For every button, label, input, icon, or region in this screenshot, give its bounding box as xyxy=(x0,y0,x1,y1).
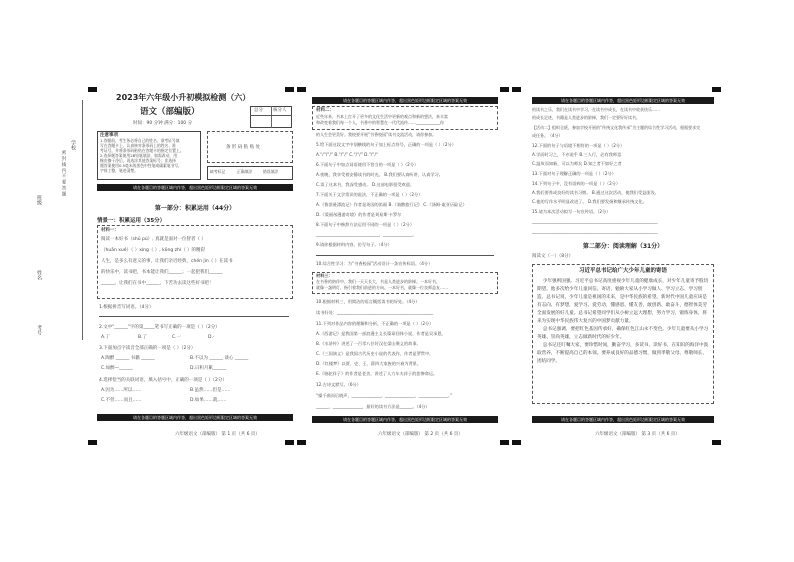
p3-line: 【活动二】组织全班，参加学校开展的“传统文化我传承”为主题的综合性学习活动，根据要求完 xyxy=(532,125,701,130)
p2-line: 读书好处：______________________________________________ xyxy=(316,310,434,315)
answer-area-banner: 请在各题目的答题区域内作答，超出黑色矩形边框限定区域的答案无效 xyxy=(312,97,498,104)
registration-mark xyxy=(712,440,721,445)
p2-line: ______，______________，最好的读书方法是______。（4分） xyxy=(316,404,430,409)
p2-line: A.《鲁滨逊漂流记》作者是英国的笛福 B.《骑鹅旅行记》 C.《汤姆·索亚历险记》 xyxy=(316,202,467,207)
side-label-school: 学校 xyxy=(70,140,76,150)
side-label-id: 考号 xyxy=(36,325,42,335)
question-3: 3.下面加点字读音全部正确的一项是（ ）（2分） xyxy=(99,346,196,351)
question-2: 2.文中"______"字的第_____笔书写正确的一项是（ ）（2分） xyxy=(99,325,220,330)
page-footer: 六年级语文（部编版） 第 2 页（共 6 页） xyxy=(378,432,463,437)
registration-mark xyxy=(88,87,97,92)
p3-line: C.他的写作水平明显改进了。 D.我们要发扬和继承传统文化。 xyxy=(532,199,647,204)
p2-line: 7.下面关于文学常识的说法，不正确的一项是（ ）（2分） xyxy=(316,192,423,197)
p2-line: 和改变着我们每一个人，书香中的智慧在一代代流传……____________你 xyxy=(316,120,444,125)
p3-line: ____________________________________________________________ xyxy=(532,219,658,224)
p2-line: 10.根据材料三，用简洁的语言概括读书的好处。（4分） xyxy=(316,299,420,304)
q3-option-c[interactable]: C.如醉—______ xyxy=(101,366,133,371)
p2-line: 在书香的陪伴中，我们一天天长大，书是人类进步的阶梯。一本好书， xyxy=(316,279,440,284)
p2-line: 材料二： xyxy=(316,108,334,113)
p2-line: 10.综合性学习：为“书香校园”活动设计一条宣传标语。（4分） xyxy=(316,261,433,266)
absent-wrong-label: 错误填涂 xyxy=(263,169,279,174)
material-label: 材料一： xyxy=(101,228,119,233)
p2-line: 5.给下面这段文字中划横线的句子加上标点符号，正确的一项是（ ）（2分） xyxy=(316,142,456,147)
registration-mark xyxy=(88,440,97,445)
module1-heading: 情景一：积累运用（35分） xyxy=(97,218,166,224)
reading-line: 的快乐中，读书吧，书本能让我们______；一起把我们______ xyxy=(101,270,223,275)
registration-mark xyxy=(297,87,306,92)
reading-line: （huān xué）（ ）xìng（ ）, kōng zhì（ ）的精彩 xyxy=(101,248,206,253)
p2-line: A.“/”/“/” B.“/”/” C.“/“/” D.”/“/“ xyxy=(316,152,379,157)
p3-line: 成任务。（4分） xyxy=(532,133,563,138)
p2-line: D.《红楼梦》以贾、史、王、薛四大家族的兴衰为背景。 xyxy=(316,361,422,366)
binding-text: 密 封 线 内 不 要 答 题 xyxy=(61,150,66,197)
article-body: 少年强则国强。习近平总书记高度重视少年儿童的健康成长，对少年儿童寄予殷切期望。他多次给少年儿童回信、寄语，勉励大家从小学习做人、学习立志、学习创造。总书记说，少年儿童是祖国的未来，是中华民族的希望。新时代中国儿童应该是有志向、有梦想，爱学习、爱劳动，懂感恩、懂友善，敢创新、敢奋斗，德智体美劳全面发展的好儿童。总书记希望同学们从小树立远大理想，努力学习，锻炼身体，将来为实现中华民族伟大复兴的中国梦贡献力量。 总书记强调，要把红色基因传承好，确保红色江山永不变色。少年儿童要从小学习英雄、崇尚英雄，立志做新时代的好少年。 总书记还叮嘱大家，要珍惜时间，勤奋学习，多读书、读好书，在知识的海洋中汲取营养，不断提高自己的本领。要养成良好的品德习惯，做到孝敬父母、尊敬师长、团结同学。 xyxy=(537,279,709,364)
instruction-line: 1.答题前，考生务必将自己的姓名、准考证号填 xyxy=(100,138,180,143)
q2-option-a[interactable]: A.丁 xyxy=(101,335,110,340)
score-divider xyxy=(250,115,292,116)
p2-line: 8.下面句子中修辞方法运用不同的一项是（ ）（2分） xyxy=(316,222,415,227)
instruction-line: 字体工整，笔迹清楚。 xyxy=(100,168,138,173)
reading-line: 阅读一本好书（shū pú）, 真就是面对一位智者（ ） xyxy=(101,237,206,242)
side-label-class: 班级 xyxy=(36,195,42,205)
p2-line: E.《骆驼祥子》的作者是老舍，讲述了人力车夫祥子的悲惨命运。 xyxy=(316,371,438,376)
q3-option-d[interactable]: D.日积月累______ xyxy=(190,366,227,371)
part1-heading: 第一部分：积累运用（44分） xyxy=(154,205,236,212)
p3-line: 13.下面对句子理解正确的一项是（ ）（2分） xyxy=(532,171,616,176)
answer-line xyxy=(316,255,494,256)
p2-line: 近些年来，书本上打开了更多的文化生活中更新的观点和新的想法，来丰富 xyxy=(316,114,448,119)
p2-line: 11.下列对作品内容的理解和分析，不正确的一项是（ ）（2分） xyxy=(316,321,434,326)
page-footer: 六年级语文（部编版） 第 3 页（共 6 页） xyxy=(595,432,680,437)
p2-line: “操千曲而后晓声，______________。______________，______________。” xyxy=(316,393,453,398)
p2-line: C.读了这本书，我深受感动。 D.这部电影很受欢迎。 xyxy=(316,182,415,187)
p3-line: 12.下面的句子与语境不相符的一项是（ ）（2分） xyxy=(532,143,625,148)
instruction-line: 题答案使用0.5毫米的黑色中性笔或碳素笔书写， xyxy=(100,163,182,168)
answer-area-banner: 请在各题目的答题区域内作答，超出黑色矩形边框限定区域的答案无效 xyxy=(97,184,293,191)
q4-option-d[interactable]: D.如果……就…… xyxy=(190,398,227,403)
absent-fill-label: 正确填涂 xyxy=(237,169,253,174)
answer-area-banner-bottom: 请在各题目的答题区域内作答，超出黑色矩形边框限定区域的答案无效 xyxy=(312,416,498,423)
registration-mark xyxy=(297,440,306,445)
registration-mark xyxy=(512,440,521,445)
registration-mark xyxy=(712,87,721,92)
p3-line: A.学而时习之，不亦说乎 B.三人行，必有我师焉 xyxy=(532,152,622,157)
q4-option-b[interactable]: B.虽然……但是…… xyxy=(190,388,231,393)
p2-line: 的人生会更美好。我校要开展“书香校园”读书交流活动，请你参加。 xyxy=(316,132,437,137)
p3-line: 14.下列句子中，没有语病的一项是（ ）（2分） xyxy=(532,181,621,186)
question-4: 4.选择恰当的关联词语，填入括号中，正确的一项是（ ）（2分） xyxy=(99,378,227,383)
p3-line: ____________________________________________________________ xyxy=(532,229,658,234)
p2-line: 6.下面句子中加点词语使用不恰当的一项是（ ）（2分） xyxy=(316,162,419,167)
exam-subtitle: 语文（部编版） xyxy=(140,107,200,117)
answer-area-banner-bottom: 请在各题目的答题区域内作答，超出黑色矩形边框限定区域的答案无效 xyxy=(97,414,293,421)
p2-line: C.《三国演义》是我国古代历史小说的代表作，作者是罗贯中。 xyxy=(316,351,434,356)
registration-mark xyxy=(512,87,521,92)
barcode-label: 条 形 码 粘 贴 处 xyxy=(226,145,261,150)
p2-line: A.夜晚，我享受着安静读书的时光。 B.我们要认真听讲，认真学习。 xyxy=(316,172,443,177)
registration-mark xyxy=(500,440,509,445)
p2-line: 12.古诗文默写。（6分） xyxy=(316,382,361,387)
page-footer: 六年级语文（部编版） 第 1 页（共 6 页） xyxy=(175,432,260,437)
answer-area-banner-bottom: 请在各题目的答题区域内作答，超出黑色矩形边框限定区域的答案无效 xyxy=(532,416,714,423)
q3-option-b[interactable]: B.不以为 ______ 谈心 ______ xyxy=(190,356,249,361)
binding-line xyxy=(82,100,83,340)
registration-mark xyxy=(500,87,509,92)
instruction-line: 2.选择题答案使用2B铅笔填涂，如需改动，用 xyxy=(100,153,177,158)
answer-area-banner: 请在各题目的答题区域内作答，超出黑色矩形边框限定区域的答案无效 xyxy=(532,97,714,104)
absent-label: 缺考标记 xyxy=(210,169,226,174)
q2-option-b[interactable]: B.了 xyxy=(138,335,148,340)
instruction-line: 写在答题卡上，认真核对条形码上的姓名、准 xyxy=(100,143,176,148)
reading-line: ______。让我们在书中______，下苦功去读这些好书吧！ xyxy=(101,281,214,286)
p2-line: 材料三： xyxy=(316,273,333,278)
q4-option-c[interactable]: C.不但……而且…… xyxy=(101,398,142,403)
article-title: 习近平总书记给广大少年儿童的寄语 xyxy=(578,268,667,274)
score-checker-label: 核分人 xyxy=(273,108,287,113)
reading-line: 人生，是多么有意义的事，让我们亲近经典，chén jìn（ ）在读书 xyxy=(101,259,233,264)
instructions-label: 注意事项 xyxy=(100,133,118,138)
p2-line: ______________________________，______________。 xyxy=(316,232,417,237)
score-total-label: 总分 xyxy=(254,108,263,113)
q2-option-d[interactable]: D.· xyxy=(208,335,215,340)
exam-meta: 时间：90 分钟 满分：100 分 xyxy=(133,121,193,126)
q3-option-a[interactable]: A.陶醉 ______ 书籍 ______ xyxy=(101,356,155,361)
q4-option-a[interactable]: A.因为……所以…… xyxy=(101,388,142,393)
instruction-line: 考证号，并将条形码粘贴在答题卡的指定位置上。 xyxy=(100,148,184,153)
reading-label: 阅读文（一）（8分） xyxy=(532,254,574,259)
p3-line: C.温故而知新，可以为师矣 D.知之者不如好之者 xyxy=(532,161,622,166)
answer-line xyxy=(99,316,289,317)
p3-line: 15.请为本次活动拟写一句宣传语。（2分） xyxy=(532,209,611,214)
registration-mark xyxy=(285,87,294,92)
exam-title: 2023年六年级小升初模拟检测（六） xyxy=(116,93,251,102)
p3-line: A.我们要养成良好的读书习惯。 B.通过这次活动，使我们受益匪浅。 xyxy=(532,190,659,195)
q2-option-c[interactable]: C.一 xyxy=(172,335,182,340)
part2-heading: 第二部分：阅读理解（31分） xyxy=(582,243,664,250)
p2-line: D.《爱丽丝漫游奇境》的作者是刘易斯·卡罗尔 xyxy=(316,212,402,217)
question-1: 1.根据拼音写词语。（4分） xyxy=(99,305,154,310)
p3-line: 的读书之乐，我们在读书中学习，在读书中成长，在读书中收获快乐…… xyxy=(532,107,660,112)
p3-line: 的成长足迹，书籍是人类进步的阶梯，我们一定要好好读书。 xyxy=(532,115,640,120)
score-divider xyxy=(271,106,272,128)
registration-mark xyxy=(285,440,294,445)
side-label-name: 姓名 xyxy=(36,270,42,280)
p2-line: A.《西游记》是我国第一部浪漫主义长篇章回体小说，作者是吴承恩。 xyxy=(316,331,446,336)
p2-line: 9.请你根据材料内容，仿写句子。（4分） xyxy=(316,242,392,247)
instruction-line: 橡皮擦干净后，再选涂其他答案标号；非选择 xyxy=(100,158,176,163)
p2-line: B.《水浒传》讲述了一百零八位好汉在梁山聚义的故事。 xyxy=(316,341,421,346)
p2-line: 就像一盏明灯，指引着我们前进的方向。一本好书，就像一位良师益友…… xyxy=(316,285,448,290)
